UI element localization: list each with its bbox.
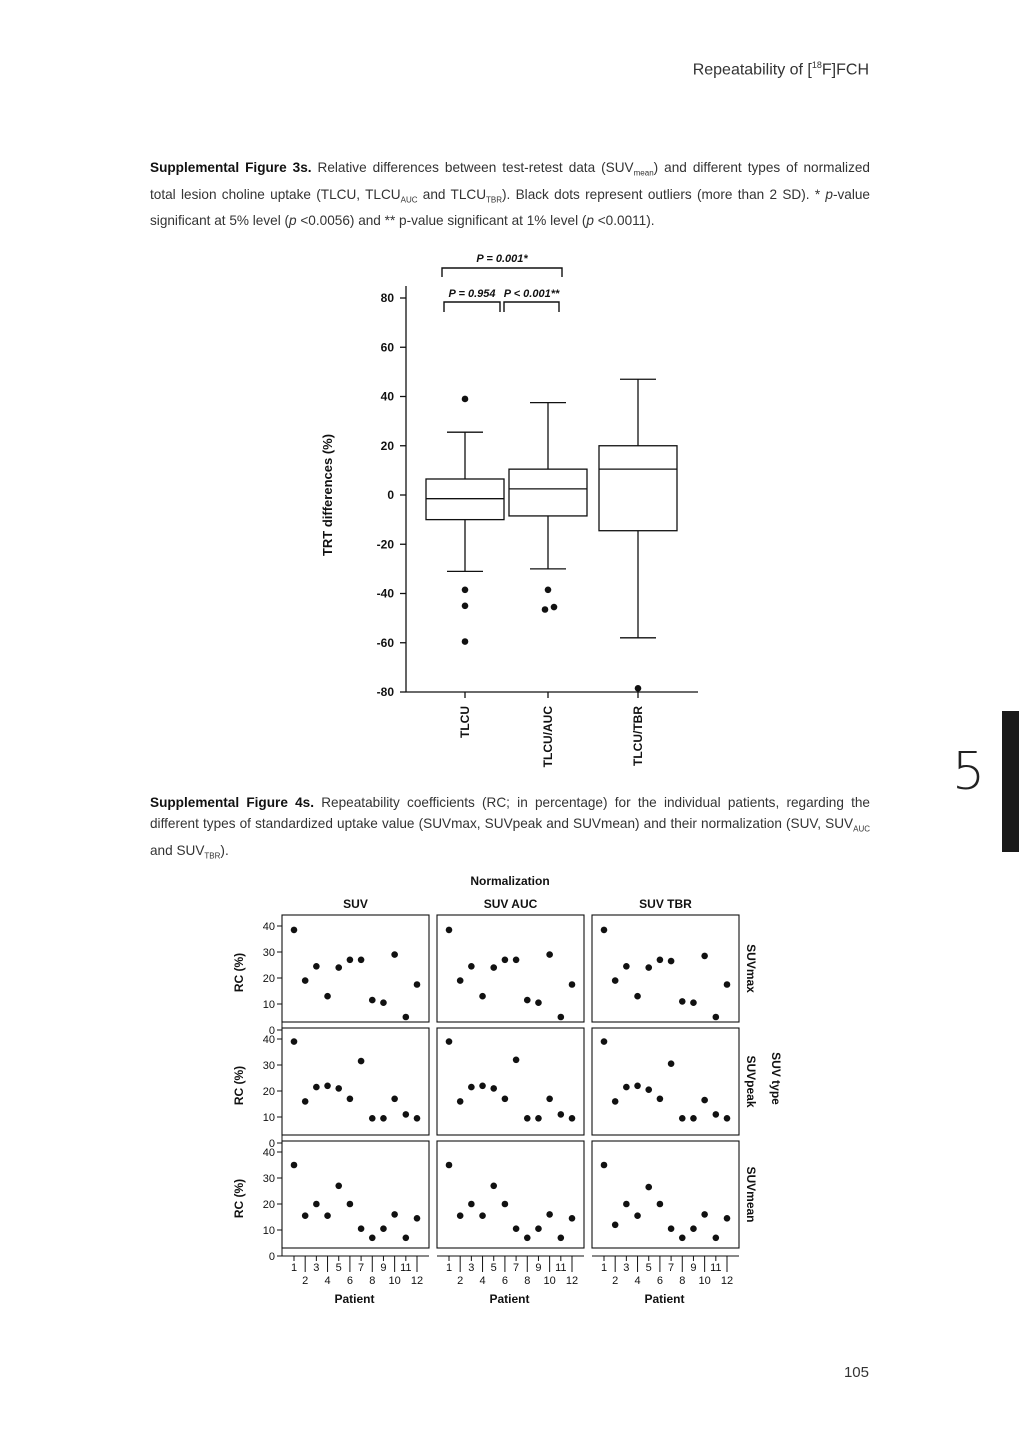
x-axis-label: Patient — [644, 1292, 685, 1306]
data-point — [479, 993, 486, 1000]
data-point — [513, 1225, 520, 1232]
data-point — [391, 951, 398, 958]
outlier-point — [462, 603, 469, 610]
data-point — [679, 1115, 686, 1122]
running-head: Repeatability of [$^{18}$F]FCH — [692, 60, 869, 79]
figure-3-label: Supplemental Figure 3s. — [150, 160, 312, 175]
data-point — [724, 981, 731, 988]
x-tick-label: 11 — [710, 1262, 722, 1274]
data-point — [713, 1235, 720, 1242]
page-number: 105 — [843, 1364, 869, 1381]
x-tick-label: 6 — [346, 1275, 353, 1287]
row-header: SUVpeak — [744, 1055, 758, 1108]
y-tick-label: 60 — [380, 340, 394, 355]
y-tick-label: 30 — [262, 1173, 275, 1185]
data-point — [645, 1184, 652, 1191]
data-point — [569, 981, 576, 988]
panel-frame — [437, 915, 584, 1022]
data-point — [490, 1183, 497, 1190]
outlier-point — [462, 587, 469, 594]
bracket-tlcu-tbr — [442, 268, 562, 277]
data-point — [612, 1222, 619, 1229]
x-tick-label: 12 — [565, 1275, 579, 1287]
iqr-box — [599, 446, 677, 531]
x-tick-label: 11 — [400, 1262, 412, 1274]
data-point — [313, 1084, 320, 1091]
data-point — [623, 963, 630, 970]
data-point — [358, 1225, 365, 1232]
x-tick-label: 3 — [313, 1262, 320, 1274]
column-header: SUV AUC — [483, 897, 538, 911]
data-point — [612, 977, 619, 984]
data-point — [403, 1014, 410, 1021]
p-value-label: P = 0.001* — [476, 253, 528, 265]
data-point — [403, 1111, 410, 1118]
data-point — [479, 1212, 486, 1219]
data-point — [369, 1235, 376, 1242]
data-point — [690, 999, 697, 1006]
data-point — [335, 1183, 342, 1190]
x-tick-label: 9 — [380, 1262, 387, 1274]
iqr-box — [509, 469, 587, 516]
data-point — [713, 1014, 720, 1021]
y-tick-label: 0 — [387, 488, 394, 502]
data-point — [335, 964, 342, 971]
data-point — [657, 1096, 664, 1103]
column-header: SUV TBR — [639, 897, 692, 911]
data-point — [479, 1083, 486, 1090]
y-tick-label: 0 — [268, 1025, 275, 1037]
y-tick-label: 30 — [262, 1060, 275, 1072]
data-point — [391, 1211, 398, 1218]
data-point — [291, 1162, 298, 1169]
data-point — [535, 1115, 542, 1122]
data-point — [414, 981, 421, 988]
x-tick-label: 5 — [335, 1262, 342, 1274]
x-tick-label: 7 — [513, 1262, 520, 1274]
data-point — [524, 1235, 531, 1242]
y-tick-label: 40 — [380, 389, 394, 404]
outlier-point — [551, 604, 558, 611]
y-tick-label: -20 — [376, 537, 394, 552]
x-tick-label: 12 — [410, 1275, 424, 1287]
y-axis-label: TRT differences (%) — [320, 433, 335, 557]
y-tick-label: 40 — [262, 1034, 275, 1046]
figure-3-caption: Supplemental Figure 3s. Relative differences between test-retest data $(SUV_{mean})$ and different types of normalized total lesion choline uptake (TLCU, $TLCU_{AUC}$ and $TLCU_{TBR}$). Black dots represent outliers (more than 2 SD). * p-value significant at 5% level (p <0.0056) and ** p-value significant at 1% level (p <0.0011). — [150, 160, 870, 229]
data-point — [291, 1038, 298, 1045]
y-tick-label: 0 — [268, 1138, 275, 1150]
data-point — [679, 998, 686, 1005]
outlier-point — [635, 685, 642, 692]
x-tick-label: 1 — [290, 1262, 298, 1274]
data-point — [302, 977, 309, 984]
x-tick-label: 7 — [668, 1262, 675, 1274]
panel-frame — [592, 1028, 739, 1135]
chapter-tab — [1002, 711, 1019, 852]
data-point — [623, 1201, 630, 1208]
figure-4-label: Supplemental Figure 4s. — [150, 795, 315, 810]
panel-frame — [592, 1141, 739, 1248]
data-point — [601, 1038, 608, 1045]
x-tick-label: 2 — [457, 1275, 464, 1287]
data-point — [358, 957, 365, 964]
panel-frame — [282, 1141, 429, 1248]
bracket-tlcu-auc — [444, 302, 500, 312]
data-point — [724, 1115, 731, 1122]
y-axis-label: RC (%) — [232, 952, 246, 993]
data-point — [446, 927, 453, 934]
x-tick-label: 11 — [555, 1262, 567, 1274]
x-tick-label: 10 — [543, 1275, 556, 1287]
row-header: SUVmax — [744, 944, 758, 993]
data-point — [546, 1211, 553, 1218]
data-point — [558, 1235, 565, 1242]
panel-frame — [282, 1028, 429, 1135]
data-point — [347, 1096, 354, 1103]
data-point — [403, 1235, 410, 1242]
x-tick-label: 1 — [600, 1262, 608, 1274]
data-point — [701, 1097, 708, 1104]
data-point — [302, 1212, 309, 1219]
p-value-label: P < 0.001** — [503, 288, 560, 300]
x-tick-label: 3 — [623, 1262, 630, 1274]
x-tick-label: 3 — [468, 1262, 475, 1274]
data-point — [380, 1115, 387, 1122]
data-point — [668, 1225, 675, 1232]
data-point — [690, 1225, 697, 1232]
data-point — [335, 1085, 342, 1092]
panel-frame — [437, 1141, 584, 1248]
x-tick-label: 2 — [612, 1275, 619, 1287]
data-point — [324, 1083, 331, 1090]
outlier-point — [542, 606, 549, 613]
data-point — [546, 1096, 553, 1103]
row-group-label: SUV type — [769, 1052, 783, 1105]
data-point — [690, 1115, 697, 1122]
data-point — [524, 1115, 531, 1122]
data-point — [668, 1060, 675, 1067]
data-point — [490, 1085, 497, 1092]
data-point — [701, 953, 708, 960]
data-point — [724, 1215, 731, 1222]
data-point — [535, 999, 542, 1006]
y-tick-label: 20 — [262, 1199, 275, 1211]
data-point — [369, 997, 376, 1004]
data-point — [645, 1086, 652, 1093]
x-tick-label: 9 — [690, 1262, 697, 1274]
x-tick-label: 5 — [645, 1262, 652, 1274]
x-tick-label: 4 — [634, 1275, 641, 1287]
data-point — [347, 1201, 354, 1208]
data-point — [291, 927, 298, 934]
y-tick-label: 10 — [262, 999, 275, 1011]
panel-frame — [437, 1028, 584, 1135]
data-point — [358, 1058, 365, 1065]
data-point — [524, 997, 531, 1004]
y-axis-label: RC (%) — [232, 1178, 246, 1219]
row-header: SUVmean — [744, 1166, 758, 1223]
column-header: SUV — [343, 897, 368, 911]
x-axis-label: Patient — [334, 1292, 375, 1306]
figure-4-caption: Supplemental Figure 4s. Repeatability coefficients (RC; in percentage) for the individual patients, regarding the different types of standardized uptake value (SUVmax, SUVpeak and SUVmean) and their normalization (SUV, $SUV_{AUC}$ and $SUV_{TBR}$). — [150, 795, 870, 861]
data-point — [569, 1215, 576, 1222]
y-tick-label: 10 — [262, 1225, 275, 1237]
data-point — [601, 1162, 608, 1169]
y-tick-label: 80 — [380, 291, 394, 305]
data-point — [679, 1235, 686, 1242]
data-point — [502, 957, 509, 964]
data-point — [634, 1083, 641, 1090]
data-point — [414, 1215, 421, 1222]
y-tick-label: 20 — [262, 1086, 275, 1098]
x-tick-label: 10 — [388, 1275, 401, 1287]
data-point — [490, 964, 497, 971]
data-point — [468, 1201, 475, 1208]
data-point — [313, 1201, 320, 1208]
data-point — [623, 1084, 630, 1091]
x-tick-label: 5 — [490, 1262, 497, 1274]
data-point — [634, 993, 641, 1000]
x-axis-label: Patient — [489, 1292, 530, 1306]
chart-title: Normalization — [470, 874, 550, 888]
panel-frame — [592, 915, 739, 1022]
data-point — [347, 957, 354, 964]
x-tick-label: 9 — [535, 1262, 542, 1274]
panel-frame — [282, 915, 429, 1022]
data-point — [657, 957, 664, 964]
data-point — [546, 951, 553, 958]
data-point — [502, 1201, 509, 1208]
y-tick-label: 30 — [262, 947, 275, 959]
outlier-point — [462, 638, 469, 645]
x-tick-label: 4 — [324, 1275, 331, 1287]
data-point — [468, 1084, 475, 1091]
x-tick-label: 6 — [501, 1275, 508, 1287]
data-point — [324, 993, 331, 1000]
x-tick-label: TLCU/TBR — [631, 706, 645, 766]
data-point — [701, 1211, 708, 1218]
facet-scatter-chart — [225, 868, 795, 1308]
data-point — [457, 977, 464, 984]
data-point — [612, 1098, 619, 1105]
x-tick-label: 8 — [679, 1275, 686, 1287]
bracket-auc-tbr — [504, 302, 559, 312]
p-value-label: P = 0.954 — [448, 288, 496, 300]
data-point — [558, 1111, 565, 1118]
data-point — [324, 1212, 331, 1219]
x-tick-label: 6 — [656, 1275, 663, 1287]
y-tick-label: 0 — [268, 1251, 275, 1263]
chapter-number: 5 — [952, 742, 986, 802]
y-tick-label: 20 — [262, 973, 275, 985]
boxplot-chart — [300, 240, 720, 780]
x-tick-label: 4 — [479, 1275, 486, 1287]
data-point — [446, 1038, 453, 1045]
y-tick-label: 10 — [262, 1112, 275, 1124]
x-tick-label: TLCU — [458, 706, 472, 738]
data-point — [457, 1098, 464, 1105]
data-point — [369, 1115, 376, 1122]
data-point — [558, 1014, 565, 1021]
data-point — [513, 1057, 520, 1064]
data-point — [380, 1225, 387, 1232]
y-tick-label: 40 — [262, 1147, 275, 1159]
outlier-point — [462, 396, 469, 403]
y-tick-label: -60 — [376, 635, 394, 650]
data-point — [313, 963, 320, 970]
y-tick-label: -80 — [376, 685, 394, 699]
x-tick-label: TLCU/AUC — [541, 706, 555, 768]
x-tick-label: 12 — [720, 1275, 734, 1287]
data-point — [391, 1096, 398, 1103]
data-point — [645, 964, 652, 971]
data-point — [302, 1098, 309, 1105]
data-point — [380, 999, 387, 1006]
data-point — [601, 927, 608, 934]
x-tick-label: 8 — [369, 1275, 376, 1287]
y-tick-label: 20 — [380, 438, 394, 453]
data-point — [446, 1162, 453, 1169]
data-point — [668, 958, 675, 965]
data-point — [468, 963, 475, 970]
y-tick-label: -40 — [376, 586, 394, 601]
x-tick-label: 10 — [698, 1275, 711, 1287]
x-tick-label: 1 — [445, 1262, 453, 1274]
data-point — [502, 1096, 509, 1103]
data-point — [513, 957, 520, 964]
data-point — [414, 1115, 421, 1122]
data-point — [457, 1212, 464, 1219]
y-tick-label: 40 — [262, 921, 275, 933]
x-tick-label: 7 — [358, 1262, 365, 1274]
data-point — [713, 1111, 720, 1118]
data-point — [657, 1201, 664, 1208]
y-axis-label: RC (%) — [232, 1065, 246, 1106]
data-point — [535, 1225, 542, 1232]
data-point — [569, 1115, 576, 1122]
outlier-point — [545, 587, 552, 594]
x-tick-label: 8 — [524, 1275, 531, 1287]
data-point — [634, 1212, 641, 1219]
x-tick-label: 2 — [302, 1275, 309, 1287]
